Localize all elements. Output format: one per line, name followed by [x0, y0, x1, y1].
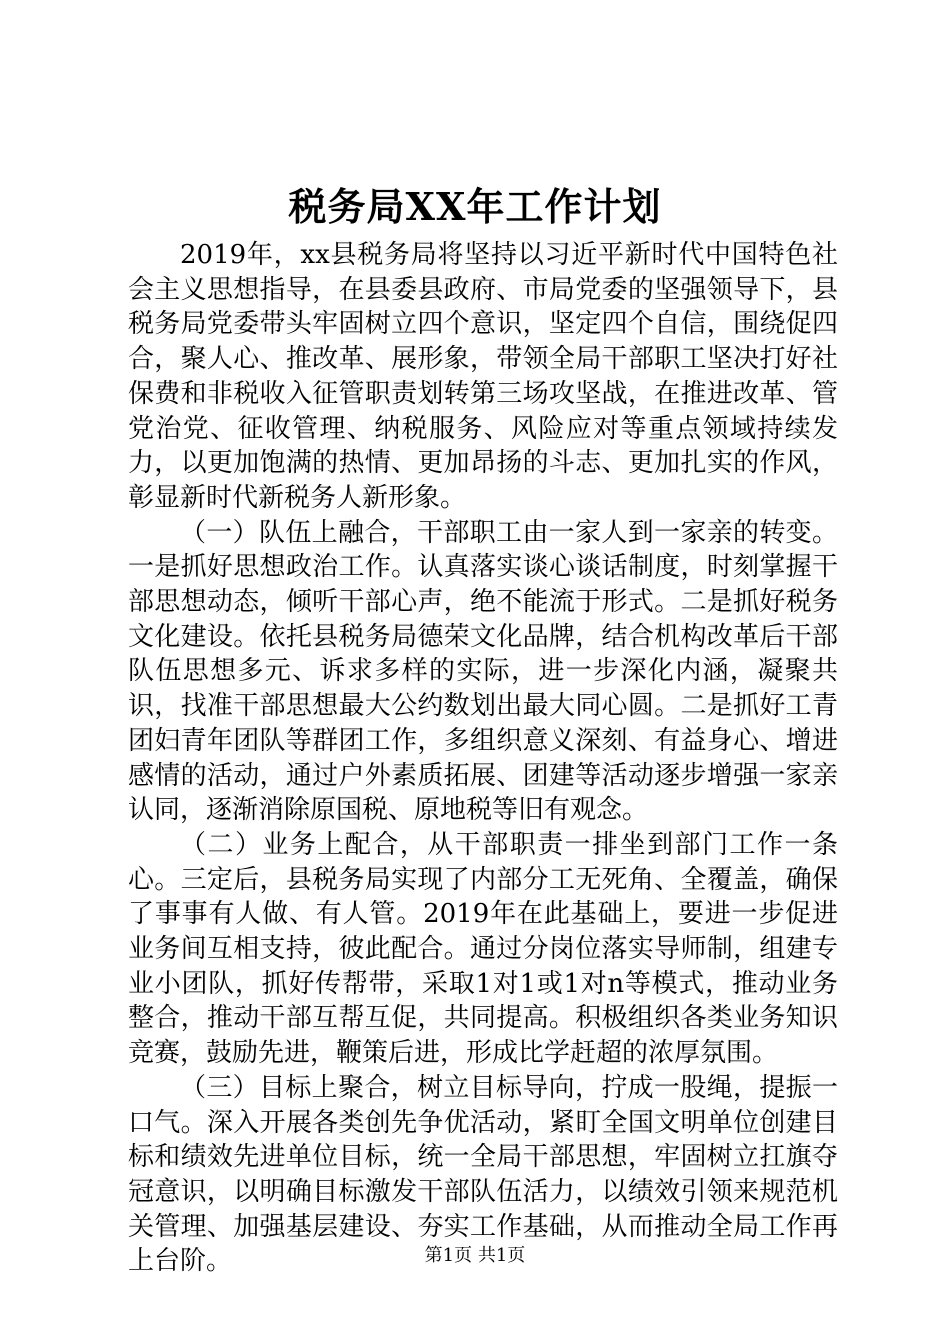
paragraph-intro: 2019年，xx县税务局将坚持以习近平新时代中国特色社会主义思想指导，在县委县政府、市局党委的坚强领导下，县税务局党委带头牢固树立四个意识，坚定四个自信，围绕促四合，聚人心、推改革、展形象，带领全局干部职工坚决打好社保费和非税收入征管职责划转第三场攻坚战，在推进改革、管党治党、征收管理、纳税服务、风险应对等重点领域持续发力，以更加饱满的热情、更加昂扬的斗志、更加扎实的作风，彰显新时代新税务人新形象。 [128, 240, 838, 513]
paragraph-section-3: （三）目标上聚合，树立目标导向，拧成一股绳，提振一口气。深入开展各类创先争优活动，紧盯全国文明单位创建目标和绩效先进单位目标，统一全局干部思想，牢固树立扛旗夺冠意识，以明确目标激发干部队伍活力，以绩效引领来规范机关管理、加强基层建设、夯实工作基础，从而推动全局工作再上台阶。 [128, 1072, 838, 1277]
page-footer: 第1页 共1页 [424, 1245, 526, 1266]
paragraph-section-1: （一）队伍上融合，干部职工由一家人到一家亲的转变。一是抓好思想政治工作。认真落实谈心谈话制度，时刻掌握干部思想动态，倾听干部心声，绝不能流于形式。二是抓好税务文化建设。依托县税务局德荣文化品牌，结合机构改革后干部队伍思想多元、诉求多样的实际，进一步深化内涵，凝聚共识，找准干部思想最大公约数划出最大同心圆。二是抓好工青团妇青年团队等群团工作，多组织意义深刻、有益身心、增进感情的活动，通过户外素质拓展、团建等活动逐步增强一家亲认同，逐渐消除原国税、原地税等旧有观念。 [128, 517, 838, 826]
document-body [128, 238, 838, 1279]
document-title: 税务局XX年工作计划 [288, 184, 662, 229]
paragraph-section-2: （二）业务上配合，从干部职责一排坐到部门工作一条心。三定后，县税务局实现了内部分工无死角、全覆盖，确保了事事有人做、有人管。2019年在此基础上，要进一步促进业务间互相支持，彼此配合。通过分岗位落实导师制，组建专业小团队，抓好传帮带，采取1对1或1对n等模式，推动业务整合，推动干部互帮互促，共同提高。积极组织各类业务知识竞赛，鼓励先进，鞭策后进，形成比学赶超的浓厚氛围。 [128, 829, 838, 1069]
